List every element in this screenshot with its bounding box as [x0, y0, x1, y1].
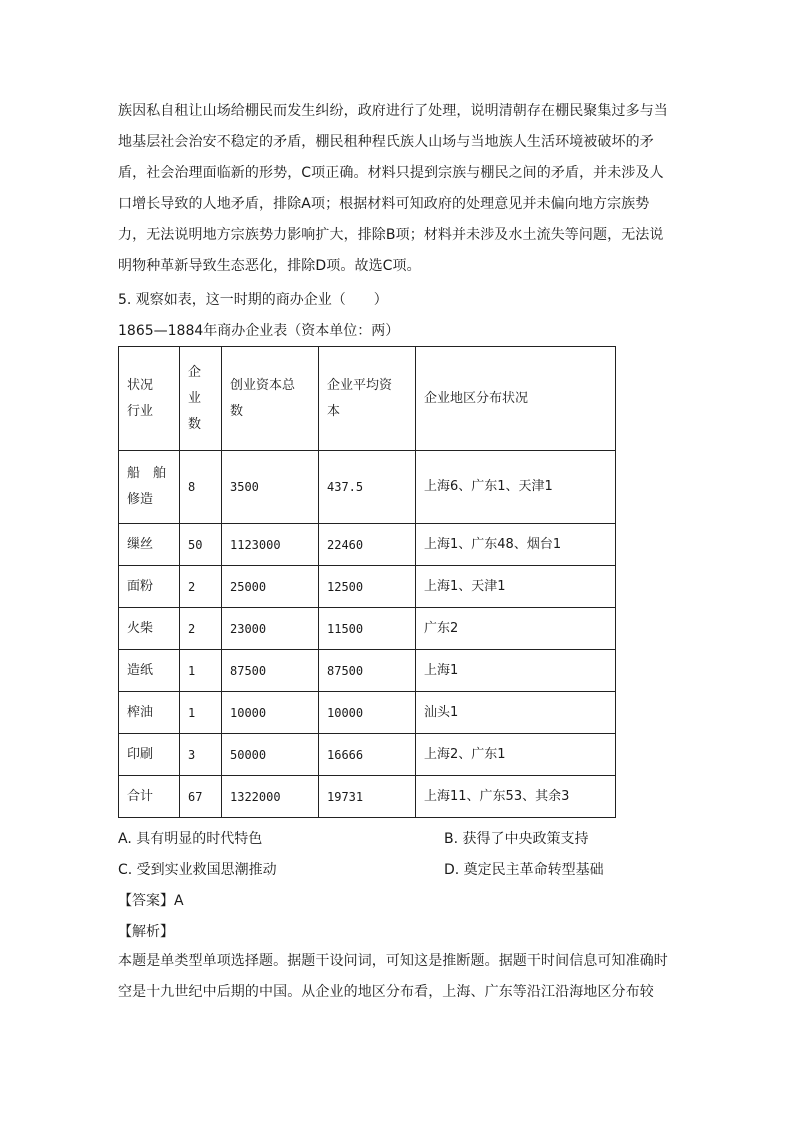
header-cell-region: 企业地区分布状况 [416, 347, 616, 451]
count-cell: 8 [180, 451, 222, 524]
total-cell: 1322000 [222, 776, 319, 818]
total-cell: 50000 [222, 734, 319, 776]
total-cell: 23000 [222, 608, 319, 650]
header-cell-count: 企 业 数 [180, 347, 222, 451]
option-b: B. 获得了中央政策支持 [444, 831, 589, 847]
text-line: 本题是单类型单项选择题。据题干设问词，可知这是推断题。据题干时间信息可知准确时 [118, 953, 668, 969]
count-cell: 67 [180, 776, 222, 818]
table-row [119, 734, 616, 776]
avg-cell: 87500 [319, 650, 416, 692]
region-cell: 上海1 [416, 650, 616, 692]
header-cell-avg-capital: 企业平均资 本 [319, 347, 416, 451]
analysis-label: 【解析】 [118, 924, 174, 940]
text-line: 力，无法说明地方宗族势力影响扩大，排除B项；材料并未涉及水土流失等问题，无法说 [118, 227, 664, 243]
region-cell: 广东2 [416, 608, 616, 650]
enterprise-table [118, 346, 616, 818]
header-cell-total-capital: 创业资本总 数 [222, 347, 319, 451]
option-c: C. 受到实业救国思潮推动 [118, 862, 277, 878]
table-header-row [119, 347, 616, 451]
total-cell: 10000 [222, 692, 319, 734]
region-cell: 上海11、广东53、其余3 [416, 776, 616, 818]
count-cell: 2 [180, 608, 222, 650]
avg-cell: 12500 [319, 566, 416, 608]
count-cell: 2 [180, 566, 222, 608]
table-row-total [119, 776, 616, 818]
answer-label: 【答案】A [118, 893, 184, 909]
text-line: 明物种革新导致生态恶化，排除D项。故选C项。 [118, 258, 421, 274]
region-cell: 上海2、广东1 [416, 734, 616, 776]
table-row [119, 566, 616, 608]
total-cell: 25000 [222, 566, 319, 608]
industry-cell: 缫丝 [119, 524, 180, 566]
table-row [119, 692, 616, 734]
count-cell: 3 [180, 734, 222, 776]
avg-cell: 11500 [319, 608, 416, 650]
region-cell: 汕头1 [416, 692, 616, 734]
industry-cell: 印刷 [119, 734, 180, 776]
count-cell: 1 [180, 692, 222, 734]
industry-cell: 面粉 [119, 566, 180, 608]
region-cell: 上海6、广东1、天津1 [416, 451, 616, 524]
analysis-paragraph [118, 946, 678, 1008]
total-cell: 3500 [222, 451, 319, 524]
industry-cell: 造纸 [119, 650, 180, 692]
total-cell: 1123000 [222, 524, 319, 566]
table-caption: 1865—1884年商办企业表（资本单位：两） [118, 323, 400, 339]
header-cell-status: 状况 行业 [119, 347, 180, 451]
avg-cell: 10000 [319, 692, 416, 734]
table-row [119, 524, 616, 566]
table-row [119, 608, 616, 650]
industry-cell: 船 舶 修造 [119, 451, 180, 524]
industry-cell: 合计 [119, 776, 180, 818]
industry-cell: 榨油 [119, 692, 180, 734]
count-cell: 50 [180, 524, 222, 566]
table-row [119, 451, 616, 524]
option-d: D. 奠定民主革命转型基础 [444, 862, 604, 878]
previous-analysis-paragraph [118, 96, 678, 282]
avg-cell: 19731 [319, 776, 416, 818]
region-cell: 上海1、广东48、烟台1 [416, 524, 616, 566]
text-line: 口增长导致的人地矛盾，排除A项；根据材料可知政府的处理意见并未偏向地方宗族势 [118, 196, 650, 212]
text-line: 地基层社会治安不稳定的矛盾，棚民租种程氏族人山场与当地族人生活环境被破坏的矛 [118, 134, 654, 150]
option-a: A. 具有明显的时代特色 [118, 831, 263, 847]
avg-cell: 437.5 [319, 451, 416, 524]
avg-cell: 16666 [319, 734, 416, 776]
table-row [119, 650, 616, 692]
text-line: 族因私自租让山场给棚民而发生纠纷，政府进行了处理，说明清朝存在棚民聚集过多与当 [118, 103, 668, 119]
region-cell: 上海1、天津1 [416, 566, 616, 608]
question-stem: 5. 观察如表，这一时期的商办企业（ ） [118, 292, 388, 308]
total-cell: 87500 [222, 650, 319, 692]
avg-cell: 22460 [319, 524, 416, 566]
text-line: 盾，社会治理面临新的形势，C项正确。材料只提到宗族与棚民之间的矛盾，并未涉及人 [118, 165, 664, 181]
industry-cell: 火柴 [119, 608, 180, 650]
text-line: 空是十九世纪中后期的中国。从企业的地区分布看，上海、广东等沿江沿海地区分布较 [118, 984, 654, 1000]
count-cell: 1 [180, 650, 222, 692]
